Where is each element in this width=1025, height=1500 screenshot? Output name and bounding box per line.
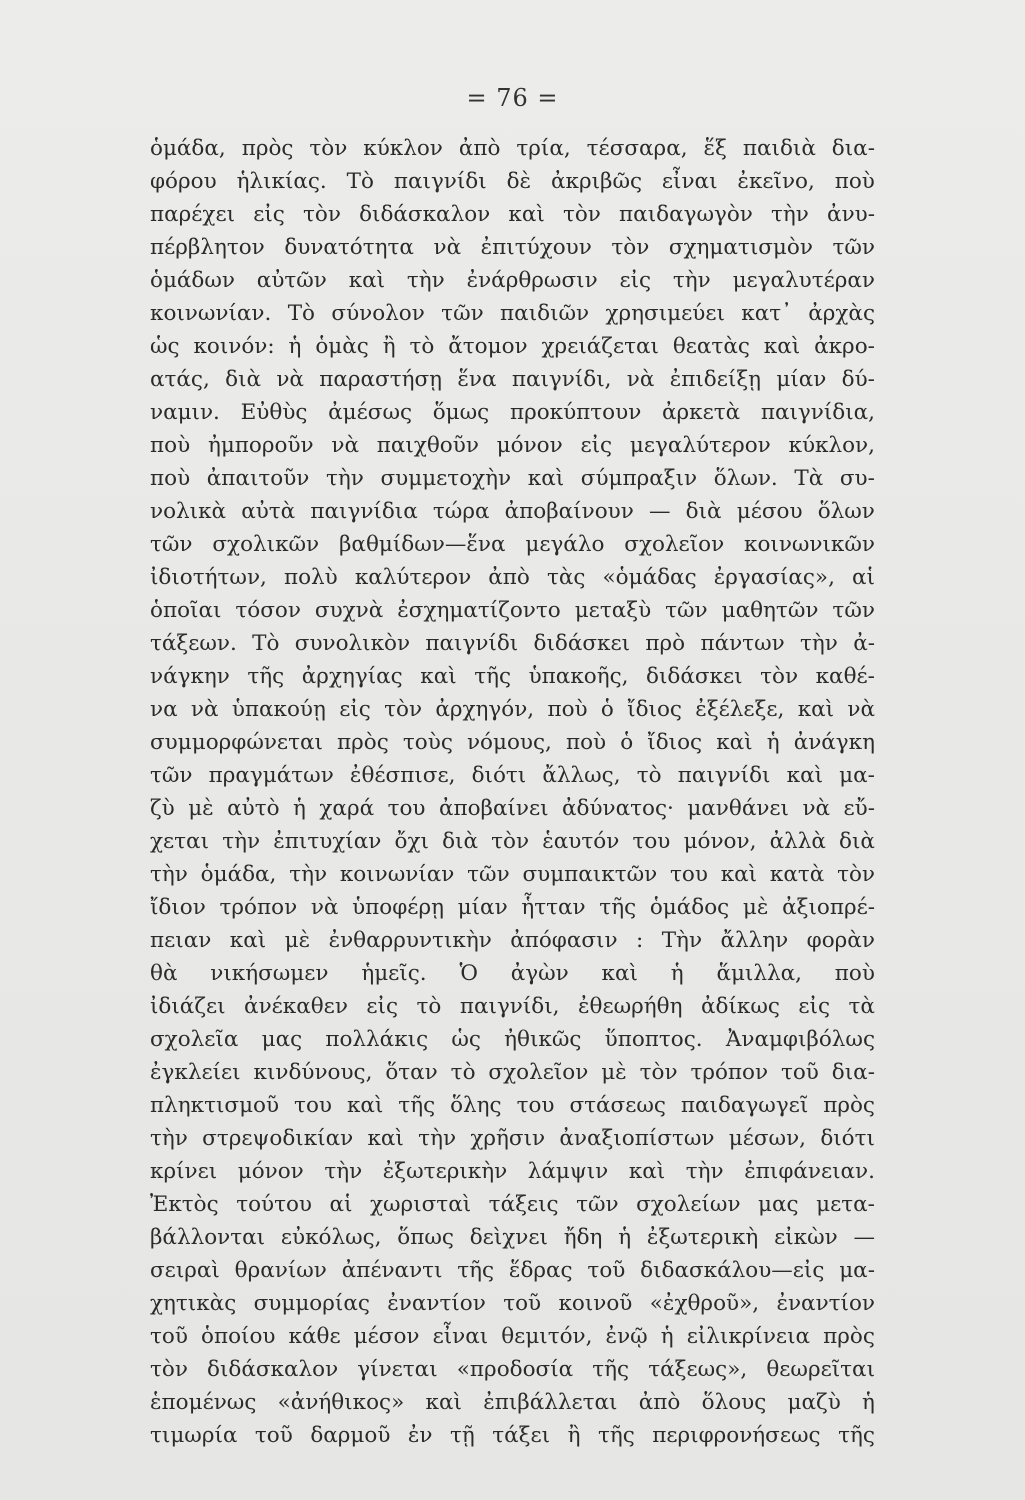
text-line: ὁμάδα, πρὸς τὸν κύκλον ἀπὸ τρία, τέσσαρα, ἕξ παιδιὰ δια- xyxy=(150,136,875,161)
text-line: ἴδιον τρόπον νὰ ὑποφέρῃ μίαν ἧτταν τῆς ὁμάδος μὲ ἀξιοπρέ- xyxy=(150,895,875,920)
text-line: τὸν διδάσκαλον γίνεται «προδοσία τῆς τάξεως», θεωρεῖται xyxy=(150,1357,875,1382)
text-line: ὁμάδων αὐτῶν καὶ τὴν ἐνάρθρωσιν εἰς τὴν μεγαλυτέραν xyxy=(150,268,875,293)
body-text xyxy=(150,132,875,1452)
text-line: κρίνει μόνον τὴν ἐξωτερικὴν λάμψιν καὶ τὴν ἐπιφάνειαν. xyxy=(150,1159,875,1184)
text-line: ζὺ μὲ αὐτὸ ἡ χαρά του ἀποβαίνει ἀδύνατος· μανθάνει νὰ εὔ- xyxy=(150,796,875,821)
text-line: πληκτισμοῦ του καὶ τῆς ὅλης του στάσεως παιδαγωγεῖ πρὸς xyxy=(150,1093,875,1118)
text-line: ποὺ ἀπαιτοῦν τὴν συμμετοχὴν καὶ σύμπραξιν ὅλων. Τὰ συ- xyxy=(150,466,875,491)
text-line: ἰδιάζει ἀνέκαθεν εἰς τὸ παιγνίδι, ἐθεωρήθη ἀδίκως εἰς τὰ xyxy=(150,994,875,1019)
text-line: τάξεων. Τὸ συνολικὸν παιγνίδι διδάσκει πρὸ πάντων τὴν ἀ- xyxy=(150,631,875,656)
text-line: παρέχει εἰς τὸν διδάσκαλον καὶ τὸν παιδαγωγὸν τὴν ἀνυ- xyxy=(150,202,875,227)
page-number: = 76 = xyxy=(466,84,559,112)
text-line: βάλλονται εὐκόλως, ὅπως δεὶχνει ἤδη ἡ ἐξωτερικὴ εἰκὼν — xyxy=(150,1225,875,1250)
text-line: πέρβλητον δυνατότητα νὰ ἐπιτύχουν τὸν σχηματισμὸν τῶν xyxy=(150,235,875,260)
text-line: χητικὰς συμμορίας ἐναντίον τοῦ κοινοῦ «ἐχθροῦ», ἐναντίον xyxy=(150,1291,875,1316)
text-line: τὴν στρεψοδικίαν καὶ τὴν χρῆσιν ἀναξιοπίστων μέσων, διότι xyxy=(150,1126,875,1151)
text-line: σειραὶ θρανίων ἀπέναντι τῆς ἕδρας τοῦ διδασκάλου—εἰς μα- xyxy=(150,1258,875,1283)
text-line: σχολεῖα μας πολλάκις ὡς ἠθικῶς ὕποπτος. Ἀναμφιβόλως xyxy=(150,1027,875,1052)
text-line: ἐγκλείει κινδύνους, ὅταν τὸ σχολεῖον μὲ τὸν τρόπον τοῦ δια- xyxy=(150,1060,875,1085)
text-line: Ἐκτὸς τούτου αἱ χωρισταὶ τάξεις τῶν σχολείων μας μετα- xyxy=(150,1192,875,1217)
text-line: τοῦ ὁποίου κάθε μέσον εἶναι θεμιτόν, ἐνῷ ἡ εἰλικρίνεια πρὸς xyxy=(150,1324,875,1349)
text-line: τὴν ὁμάδα, τὴν κοινωνίαν τῶν συμπαικτῶν του καὶ κατὰ τὸν xyxy=(150,862,875,887)
text-line: ποὺ ἠμποροῦν νὰ παιχθοῦν μόνον εἰς μεγαλύτερον κύκλον, xyxy=(150,433,875,458)
text-line: συμμορφώνεται πρὸς τοὺς νόμους, ποὺ ὁ ἴδιος καὶ ἡ ἀνάγκη xyxy=(150,730,875,755)
text-line: θὰ νικήσωμεν ἡμεῖς. Ὁ ἀγὼν καὶ ἡ ἅμιλλα, ποὺ xyxy=(150,961,875,986)
text-line: νάγκην τῆς ἀρχηγίας καὶ τῆς ὑπακοῆς, διδάσκει τὸν καθέ- xyxy=(150,664,875,689)
text-line: πειαν καὶ μὲ ἐνθαρρυντικὴν ἀπόφασιν : Τὴν ἄλλην φορὰν xyxy=(150,928,875,953)
text-line: ναμιν. Εὐθὺς ἀμέσως ὅμως προκύπτουν ἀρκετὰ παιγνίδια, xyxy=(150,400,875,425)
text-line: να νὰ ὑπακούῃ εἰς τὸν ἀρχηγόν, ποὺ ὁ ἴδιος ἐξέλεξε, καὶ νὰ xyxy=(150,697,875,722)
text-line: ατάς, διὰ νὰ παραστήσῃ ἕνα παιγνίδι, νὰ ἐπιδείξῃ μίαν δύ- xyxy=(150,367,875,392)
text-line: φόρου ἡλικίας. Τὸ παιγνίδι δὲ ἀκριβῶς εἶναι ἐκεῖνο, ποὺ xyxy=(150,169,875,194)
text-line: ἑπομένως «ἀνήθικος» καὶ ἐπιβάλλεται ἀπὸ ὅλους μαζὺ ἡ xyxy=(150,1390,875,1415)
text-line: ὁποῖαι τόσον συχνὰ ἐσχηματίζοντο μεταξὺ τῶν μαθητῶν τῶν xyxy=(150,598,875,623)
text-line: τῶν πραγμάτων ἐθέσπισε, διότι ἄλλως, τὸ παιγνίδι καὶ μα- xyxy=(150,763,875,788)
text-line: νολικὰ αὐτὰ παιγνίδια τώρα ἀποβαίνουν — διὰ μέσου ὅλων xyxy=(150,499,875,524)
text-line: κοινωνίαν. Τὸ σύνολον τῶν παιδιῶν χρησιμεύει κατ᾽ ἀρχὰς xyxy=(150,301,875,326)
text-line: τιμωρία τοῦ δαρμοῦ ἐν τῇ τάξει ἢ τῆς περιφρονήσεως τῆς xyxy=(150,1423,875,1448)
text-line: χεται τὴν ἐπιτυχίαν ὄχι διὰ τὸν ἑαυτόν του μόνον, ἀλλὰ διὰ xyxy=(150,829,875,854)
text-line: ἰδιοτήτων, πολὺ καλύτερον ἀπὸ τὰς «ὁμάδας ἐργασίας», αἱ xyxy=(150,565,875,590)
text-line: ὡς κοινόν: ἡ ὁμὰς ἢ τὸ ἄτομον χρειάζεται θεατὰς καὶ ἀκρο- xyxy=(150,334,875,359)
text-line: τῶν σχολικῶν βαθμίδων—ἕνα μεγάλο σχολεῖον κοινωνικῶν xyxy=(150,532,875,557)
